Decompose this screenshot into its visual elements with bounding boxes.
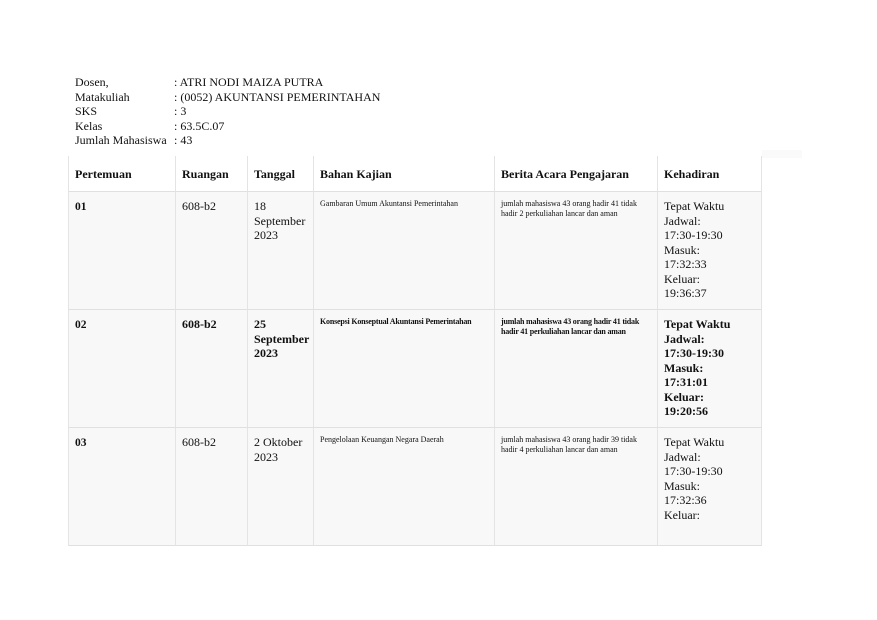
kehadiran-jadwal-label: Jadwal: xyxy=(664,449,701,464)
cell-pertemuan: 02 xyxy=(68,310,175,428)
kehadiran-jadwal-value: 17:30-19:30 xyxy=(664,346,724,360)
table-row xyxy=(68,428,762,546)
kehadiran-keluar-label: Keluar: xyxy=(664,389,704,404)
info-label: SKS xyxy=(75,104,98,119)
kehadiran-jadwal-value: 17:30-19:30 xyxy=(664,228,723,242)
info-label: Matakuliah xyxy=(75,89,130,104)
cell-pertemuan: 01 xyxy=(68,192,175,310)
cell-kehadiran xyxy=(657,310,762,428)
attendance-table-wrap xyxy=(68,156,762,546)
column-header-bahan-kajian: Bahan Kajian xyxy=(313,156,494,192)
kehadiran-status: Tepat Waktu xyxy=(664,317,731,331)
info-row-matakuliah xyxy=(75,90,380,105)
cell-berita-acara: jumlah mahasiswa 43 orang hadir 41 tidak hadir 2 perkuliahan lancar dan aman xyxy=(494,192,657,310)
kehadiran-masuk-value: 17:32:36 xyxy=(664,493,707,507)
cell-kehadiran xyxy=(657,428,762,546)
info-row-sks xyxy=(75,104,380,119)
column-header-tanggal: Tanggal xyxy=(247,156,313,192)
kehadiran-jadwal-label: Jadwal: xyxy=(664,331,705,346)
cell-berita-acara: jumlah mahasiswa 43 orang hadir 41 tidak hadir 41 perkuliahan lancar dan aman xyxy=(494,310,657,428)
cell-ruangan: 608-b2 xyxy=(175,428,247,546)
cell-berita-acara: jumlah mahasiswa 43 orang hadir 39 tidak hadir 4 perkuliahan lancar dan aman xyxy=(494,428,657,546)
cell-tanggal: 2 Oktober 2023 xyxy=(247,428,313,546)
kehadiran-keluar-value: 19:20:56 xyxy=(664,404,708,418)
info-row-jumlah xyxy=(75,133,380,148)
cell-pertemuan: 03 xyxy=(68,428,175,546)
cell-bahan-kajian: Konsepsi Konseptual Akuntansi Pemerintahan xyxy=(313,310,494,428)
table-row xyxy=(68,310,762,428)
kehadiran-jadwal-value: 17:30-19:30 xyxy=(664,464,723,478)
cell-ruangan: 608-b2 xyxy=(175,192,247,310)
kehadiran-masuk-label: Masuk: xyxy=(664,360,704,375)
cell-kehadiran xyxy=(657,192,762,310)
kehadiran-keluar-label: Keluar: xyxy=(664,271,700,286)
header-strip xyxy=(762,150,802,158)
kehadiran-jadwal-label: Jadwal: xyxy=(664,213,701,228)
column-header-ruangan: Ruangan xyxy=(175,156,247,192)
cell-bahan-kajian: Pengelolaan Keuangan Negara Daerah xyxy=(313,428,494,546)
kehadiran-masuk-label: Masuk: xyxy=(664,478,700,493)
kehadiran-status: Tepat Waktu xyxy=(664,435,725,449)
info-value: : 43 xyxy=(174,133,193,148)
kehadiran-masuk-value: 17:31:01 xyxy=(664,375,708,389)
kehadiran-status: Tepat Waktu xyxy=(664,199,725,213)
info-label: Jumlah Mahasiswa xyxy=(75,133,167,148)
info-value: : 63.5C.07 xyxy=(174,118,225,133)
kehadiran-keluar-value: 19:36:37 xyxy=(664,286,707,300)
info-value: : 3 xyxy=(174,104,187,119)
kehadiran-masuk-value: 17:32:33 xyxy=(664,257,707,271)
table-row xyxy=(68,192,762,310)
column-header-kehadiran: Kehadiran xyxy=(657,156,762,192)
kehadiran-keluar-label: Keluar: xyxy=(664,507,700,522)
info-row-dosen xyxy=(75,75,380,90)
cell-tanggal: 18 September 2023 xyxy=(247,192,313,310)
table-header-row xyxy=(68,156,762,192)
course-info xyxy=(75,75,380,148)
cell-tanggal: 25 September 2023 xyxy=(247,310,313,428)
attendance-table xyxy=(68,156,762,546)
info-value: : (0052) AKUNTANSI PEMERINTAHAN xyxy=(174,89,381,104)
column-header-pertemuan: Pertemuan xyxy=(68,156,175,192)
info-value: : ATRI NODI MAIZA PUTRA xyxy=(174,75,324,89)
cell-ruangan: 608-b2 xyxy=(175,310,247,428)
cell-bahan-kajian: Gambaran Umum Akuntansi Pemerintahan xyxy=(313,192,494,310)
kehadiran-masuk-label: Masuk: xyxy=(664,242,700,257)
info-label: Dosen, xyxy=(75,75,109,89)
info-row-kelas xyxy=(75,119,380,134)
column-header-berita-acara: Berita Acara Pengajaran xyxy=(494,156,657,192)
info-label: Kelas xyxy=(75,118,103,133)
